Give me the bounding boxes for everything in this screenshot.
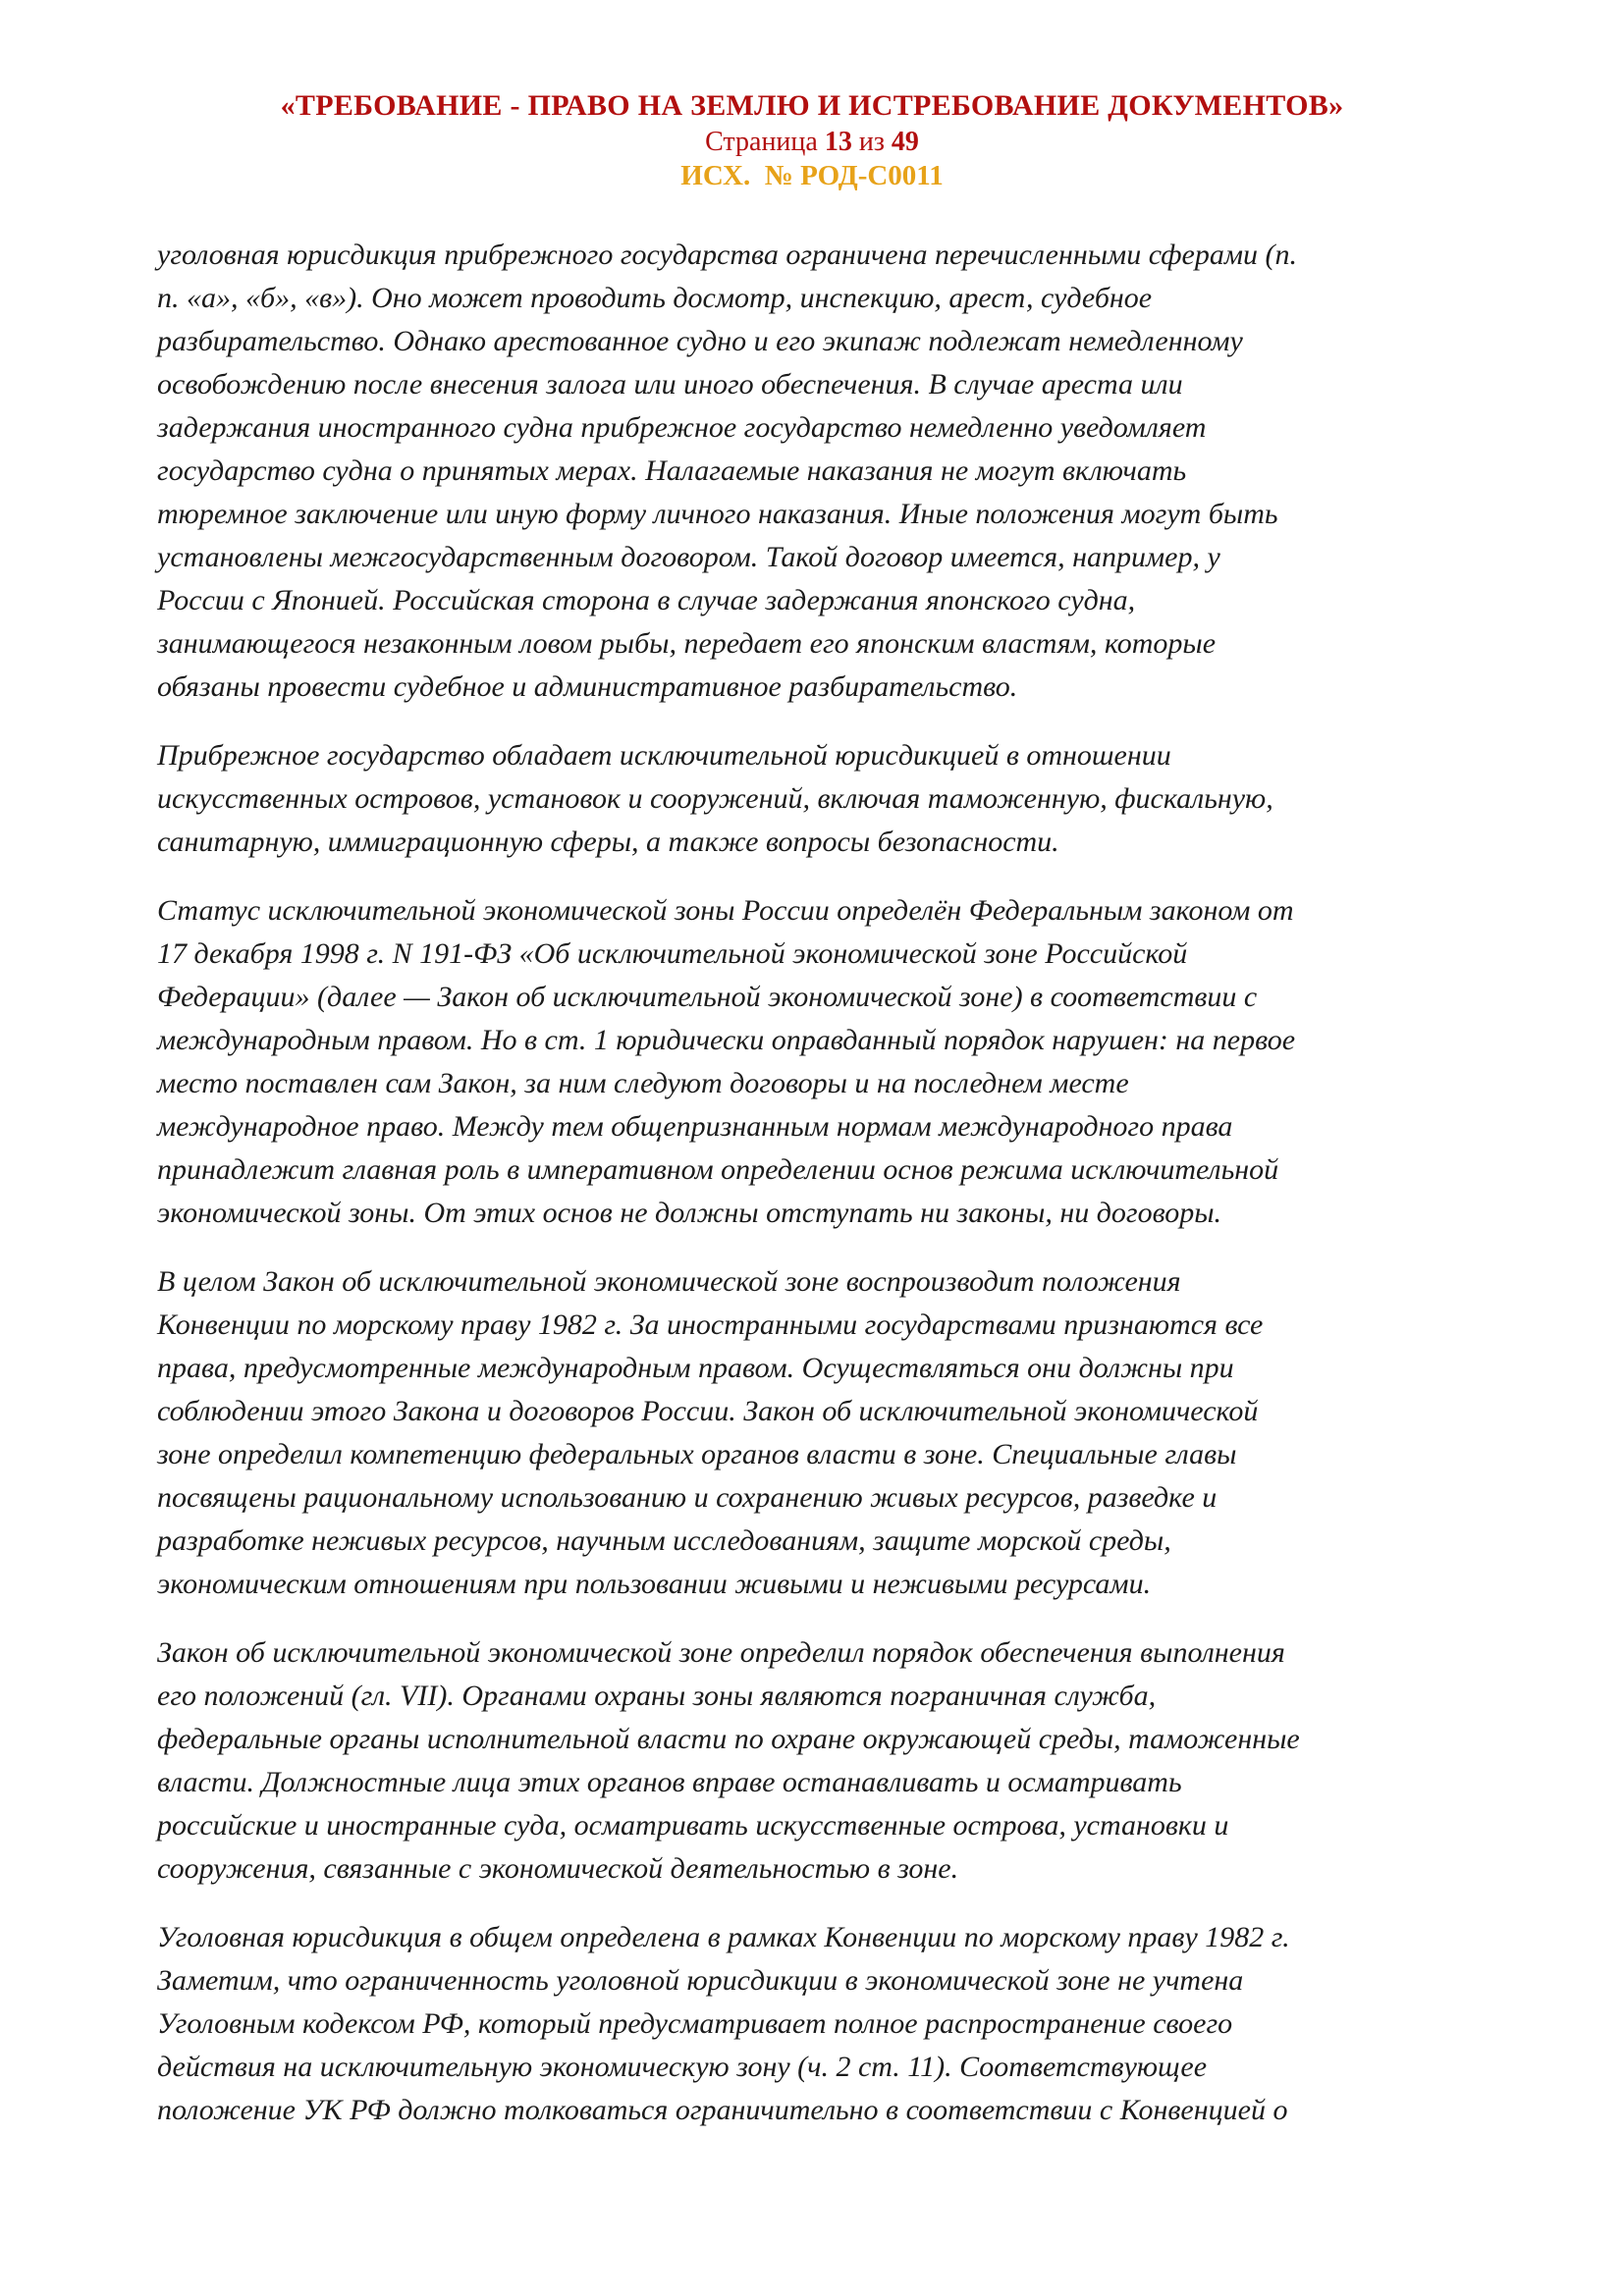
text-line: разработке неживых ресурсов, научным исследованиям, защите морской среды, — [157, 1524, 1171, 1557]
text-line: Конвенции по морскому праву 1982 г. За иностранными государствами признаются все — [157, 1308, 1264, 1341]
text-line: 17 декабря 1998 г. N 191-ФЗ «Об исключительной экономической зоне Российской — [157, 937, 1188, 970]
text-line: тюремное заключение или иную форму личного наказания. Иные положения могут быть — [157, 498, 1278, 530]
page-total: 49 — [891, 127, 919, 157]
text-line: власти. Должностные лица этих органов вправе останавливать и осматривать — [157, 1766, 1182, 1798]
text-line: сооружения, связанные с экономической деятельностью в зоне. — [157, 1852, 959, 1885]
text-line: обязаны провести судебное и административное разбирательство. — [157, 670, 1018, 703]
text-line: права, предусмотренные международным правом. Осуществляться они должны при — [157, 1352, 1234, 1384]
text-line: Уголовным кодексом РФ, который предусматривает полное распространение своего — [157, 2007, 1233, 2040]
paragraph — [157, 234, 1496, 709]
paragraph — [157, 734, 1496, 864]
text-line: разбирательство. Однако арестованное судно и его экипаж подлежат немедленному — [157, 325, 1243, 357]
text-line: искусственных островов, установок и сооружений, включая таможенную, фискальную, — [157, 782, 1273, 815]
text-line: международное право. Между тем общепризнанным нормам международного права — [157, 1110, 1233, 1143]
text-line: государство судна о принятых мерах. Налагаемые наказания не могут включать — [157, 454, 1187, 487]
paragraph — [157, 1916, 1496, 2132]
paragraph — [157, 1631, 1496, 1891]
text-line: положение УК РФ должно толковаться ограничительно в соответствии с Конвенцией о — [157, 2094, 1288, 2126]
text-line: место поставлен сам Закон, за ним следуют договоры и на последнем месте — [157, 1067, 1129, 1099]
text-line: Федерации» (далее — Закон об исключительной экономической зоне) в соответствии с — [157, 981, 1258, 1013]
document-body — [157, 234, 1496, 2132]
text-line: Прибрежное государство обладает исключительной юрисдикцией в отношении — [157, 739, 1171, 772]
text-line: федеральные органы исполнительной власти по охране окружающей среды, таможенные — [157, 1723, 1300, 1755]
text-line: России с Японией. Российская сторона в случае задержания японского судна, — [157, 584, 1136, 616]
text-line: освобождению после внесения залога или иного обеспечения. В случае ареста или — [157, 368, 1183, 400]
text-line: экономической зоны. От этих основ не должны отступать ни законы, ни договоры. — [157, 1197, 1222, 1229]
text-line: его положений (гл. VII). Органами охраны зоны являются пограничная служба, — [157, 1680, 1157, 1712]
text-line: занимающегося незаконным ловом рыбы, передает его японским властям, которые — [157, 627, 1217, 660]
text-line: установлены межгосударственным договором. Такой договор имеется, например, у — [157, 541, 1220, 573]
page-indicator — [0, 127, 1624, 158]
text-line: действия на исключительную экономическую зону (ч. 2 ст. 11). Соответствующее — [157, 2051, 1208, 2083]
page-current: 13 — [824, 127, 852, 157]
text-line: международным правом. Но в ст. 1 юридически оправданный порядок нарушен: на первое — [157, 1024, 1296, 1056]
page-label: Страница — [705, 127, 818, 157]
text-line: Закон об исключительной экономической зоне определил порядок обеспечения выполнения — [157, 1636, 1285, 1669]
page-of-label: из — [858, 127, 885, 157]
text-line: задержания иностранного судна прибрежное государство немедленно уведомляет — [157, 411, 1207, 444]
text-line: Уголовная юрисдикция в общем определена в рамках Конвенции по морскому праву 1982 г. — [157, 1921, 1290, 1953]
text-line: российские и иностранные суда, осматривать искусственные острова, установки и — [157, 1809, 1229, 1842]
paragraph — [157, 1260, 1496, 1606]
text-line: соблюдении этого Закона и договоров России. Закон об исключительной экономической — [157, 1395, 1259, 1427]
text-line: В целом Закон об исключительной экономической зоне воспроизводит положения — [157, 1265, 1181, 1298]
text-line: уголовная юрисдикция прибрежного государства ограничена перечисленными сферами (п. — [157, 239, 1298, 271]
text-line: Статус исключительной экономической зоны России определён Федеральным законом от — [157, 894, 1294, 927]
text-line: зоне определил компетенцию федеральных органов власти в зоне. Специальные главы — [157, 1438, 1237, 1470]
text-line: санитарную, иммиграционную сферы, а также вопросы безопасности. — [157, 826, 1059, 858]
text-line: принадлежит главная роль в императивном определении основ режима исключительной — [157, 1153, 1279, 1186]
text-line: экономическим отношениям при пользовании живыми и неживыми ресурсами. — [157, 1568, 1152, 1600]
document-title: «ТРЕБОВАНИЕ - ПРАВО НА ЗЕМЛЮ И ИСТРЕБОВАНИЕ ДОКУМЕНТОВ» — [280, 89, 1344, 122]
document-header — [0, 0, 1624, 192]
text-line: посвящены рациональному использованию и сохранению живых ресурсов, разведке и — [157, 1481, 1218, 1514]
paragraph — [157, 889, 1496, 1235]
text-line: п. «а», «б», «в»). Оно может проводить досмотр, инспекцию, арест, судебное — [157, 282, 1153, 314]
outgoing-reference-number: ИСХ. № РОД-С0011 — [680, 160, 944, 191]
text-line: Заметим, что ограниченность уголовной юрисдикции в экономической зоне не учтена — [157, 1964, 1244, 1997]
